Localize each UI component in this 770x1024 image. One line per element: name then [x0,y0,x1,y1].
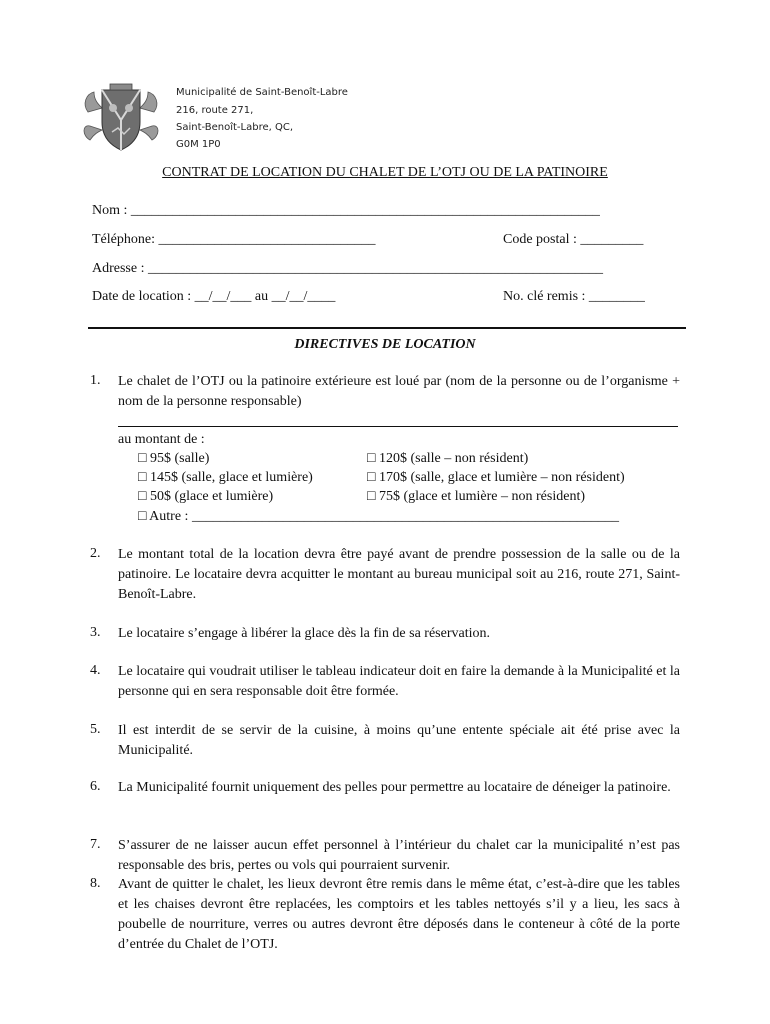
address-line-municipality: Municipalité de Saint-Benoît-Labre [176,87,348,98]
key-number-field[interactable]: No. clé remis : ________ [503,289,645,304]
item-1-text: Le chalet de l’OTJ ou la patinoire extérieure est loué par (nom de la personne ou de l’organisme + nom de la personne responsable) [118,374,680,409]
item-8-text: Avant de quitter le chalet, les lieux devront être remis dans le même état, c’est-à-dire que les tables et les chaises devront être replacées, les comptoirs et les tables nettoyés s’il y a lieu, les sacs à poubelle de nourriture, verres ou autres devront être déposés dans le conteneur à côté de la porte d’entrée du Chalet de l’OTJ. [118,877,680,952]
postal-code-field[interactable]: Code postal : _________ [503,232,644,247]
document-title: CONTRAT DE LOCATION DU CHALET DE L’OTJ OU DE LA PATINOIRE [162,165,608,180]
rental-date-field[interactable]: Date de location : __/__/___ au __/__/____ [92,289,336,304]
item-number: 1. [90,373,101,388]
item-6-text: La Municipalité fournit uniquement des pelles pour permettre au locataire de déneiger la patinoire. [118,780,671,795]
item-2-text: Le montant total de la location devra être payé avant de prendre possession de la salle ou de la patinoire. Le locataire devra acquitter le montant au bureau municipal soit au 216, route 271, Saint-Benoît-Labre. [118,547,680,602]
address-line-postal-code: G0M 1P0 [176,139,221,150]
option-145-salle-glace-lumiere[interactable]: □ 145$ (salle, glace et lumière) [138,470,313,485]
directives-heading: DIRECTIVES DE LOCATION [294,337,476,352]
item-number: 2. [90,546,101,561]
municipal-coat-of-arms-logo [80,82,162,154]
option-75-glace-lumiere-non-resident[interactable]: □ 75$ (glace et lumière – non résident) [367,489,585,504]
item-number: 4. [90,663,101,678]
section-divider [88,327,686,329]
option-50-glace-lumiere[interactable]: □ 50$ (glace et lumière) [138,489,274,504]
option-autre-field[interactable]: □ Autre : _____________________________________________________________ [138,509,619,524]
item-4-text: Le locataire qui voudrait utiliser le tableau indicateur doit en faire la demande à la Municipalité et la personne qui en sera responsable doit être formée. [118,664,680,699]
name-field[interactable]: Nom : ___________________________________________________________________ [92,203,600,218]
item-number: 8. [90,876,101,891]
address-line-street: 216, route 271, [176,105,254,116]
option-120-salle-non-resident[interactable]: □ 120$ (salle – non résident) [367,451,529,466]
option-95-salle[interactable]: □ 95$ (salle) [138,451,210,466]
phone-field[interactable]: Téléphone: _______________________________ [92,232,376,247]
option-170-salle-glace-lumiere-non-resident[interactable]: □ 170$ (salle, glace et lumière – non résident) [367,470,625,485]
item-number: 3. [90,625,101,640]
item-5-text: Il est interdit de se servir de la cuisine, à moins qu’une entente spéciale ait été prise avec la Municipalité. [118,723,680,758]
item-number: 6. [90,779,101,794]
item-number: 7. [90,837,101,852]
item-number: 5. [90,722,101,737]
amount-label: au montant de : [118,432,205,447]
address-field[interactable]: Adresse : _________________________________________________________________ [92,261,603,276]
address-line-city: Saint-Benoît-Labre, QC, [176,122,294,133]
item-3-text: Le locataire s’engage à libérer la glace dès la fin de sa réservation. [118,626,490,641]
item-7-text: S’assurer de ne laisser aucun effet personnel à l’intérieur du chalet car la municipalité n’est pas responsable des bris, pertes ou vols qui pourraient survenir. [118,838,680,873]
renter-name-line[interactable] [118,426,678,427]
